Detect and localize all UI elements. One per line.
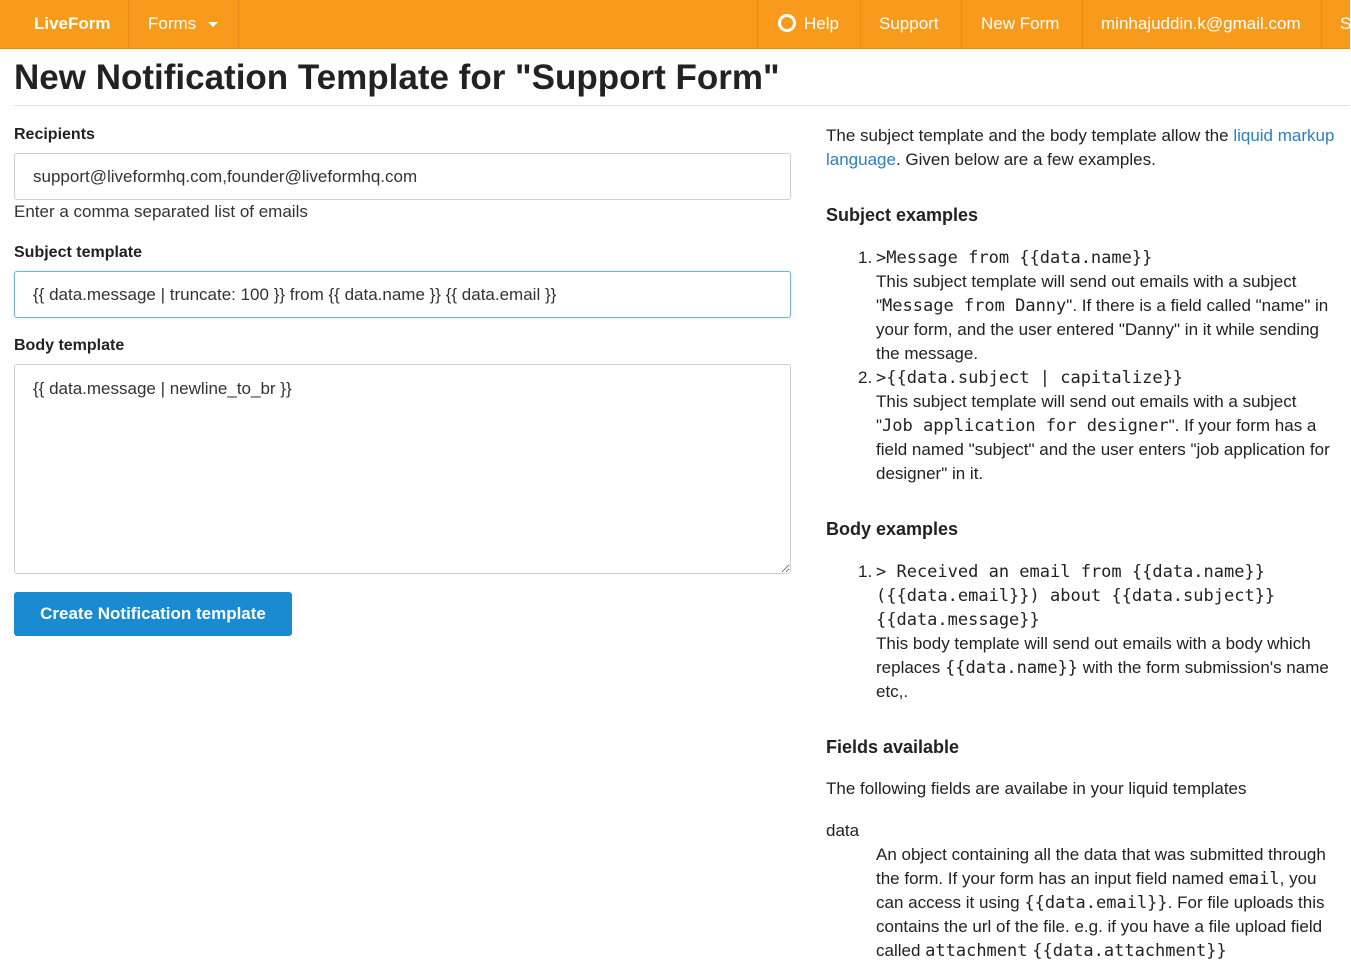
fields-intro: The following fields are availabe in your liquid templates	[826, 779, 1247, 798]
body-template-label: Body template	[14, 337, 125, 354]
help-intro	[826, 124, 1341, 172]
user-account-link[interactable]: minhajuddin.k@gmail.com	[1101, 14, 1301, 33]
subject-example-item	[858, 246, 1336, 366]
field-name-data: data	[826, 821, 860, 840]
body-examples-heading: Body examples	[826, 519, 959, 539]
help-link-label: Help	[804, 14, 839, 33]
subject-template-input[interactable]	[14, 271, 791, 318]
nav-divider	[128, 0, 129, 48]
body-example-item	[858, 560, 1336, 704]
chevron-down-icon	[208, 22, 218, 27]
brand-logo[interactable]: LiveForm	[34, 14, 111, 33]
nav-divider	[961, 0, 962, 48]
page-title: New Notification Template for "Support Form"	[14, 58, 780, 97]
help-intro-text-end: . Given below are a few examples.	[895, 150, 1156, 169]
body-template-textarea[interactable]	[14, 364, 791, 574]
body-example-code-line: ({{data.email}}) about {{data.subject}}	[876, 586, 1276, 606]
list-number: 2.	[858, 368, 873, 387]
help-intro-text: The subject template and the body template allow the	[826, 126, 1234, 145]
create-notification-template-button[interactable]: Create Notification template	[14, 592, 292, 636]
list-number: 1.	[858, 248, 873, 267]
help-link[interactable]	[778, 0, 839, 48]
body-example-description	[876, 632, 1336, 704]
description-code: {{data.name}}	[944, 658, 1079, 678]
field-description-data	[876, 843, 1336, 963]
body-example-code-line: {{data.message}}	[876, 610, 1040, 630]
description-text: ". If there is a field called "name" in your form, and the user entered "Danny" in it while sending the message.	[876, 296, 1329, 363]
liquid-markup-link[interactable]: liquid markup language	[826, 126, 1335, 169]
description-code: Message from Danny	[882, 296, 1067, 316]
recipients-input[interactable]	[14, 153, 791, 200]
fields-available-heading: Fields available	[826, 737, 960, 757]
description-text: This subject template will send out emails with a subject "	[876, 272, 1297, 315]
forms-dropdown[interactable]	[148, 0, 218, 48]
subject-example-description	[876, 270, 1336, 366]
list-number: 1.	[858, 562, 873, 581]
nav-divider	[860, 0, 861, 48]
recipients-label: Recipients	[14, 126, 95, 143]
new-form-link[interactable]: New Form	[981, 14, 1060, 33]
recipients-hint: Enter a comma separated list of emails	[14, 202, 308, 221]
description-text: with the form submission's name etc,.	[876, 658, 1329, 701]
subject-example-item	[858, 366, 1336, 486]
description-text: , you can access it using	[876, 869, 1317, 912]
support-link[interactable]: Support	[879, 14, 939, 33]
lifebuoy-icon	[778, 14, 796, 32]
description-text: This body template will send out emails with a body which replaces	[876, 634, 1311, 677]
description-text: ". If your form has a field named "subject" and the user enters "job application for designer" in it.	[876, 416, 1330, 483]
description-text: . For file uploads this contains the url of the file. e.g. if you have a file upload field called	[876, 893, 1325, 960]
nav-divider	[1321, 0, 1322, 48]
subject-examples-heading: Subject examples	[826, 205, 979, 225]
top-navbar	[0, 0, 1350, 49]
subject-example-description	[876, 390, 1336, 486]
sign-out-link[interactable]: S	[1340, 14, 1351, 33]
forms-dropdown-label: Forms	[148, 14, 197, 33]
title-divider	[14, 105, 1350, 106]
subject-example-code: >Message from {{data.name}}	[876, 248, 1153, 268]
nav-divider	[238, 0, 239, 48]
nav-divider	[1082, 0, 1083, 48]
description-code: attachment	[925, 941, 1028, 961]
subject-template-label: Subject template	[14, 244, 143, 261]
nav-divider	[757, 0, 758, 48]
description-text: This subject template will send out emails with a subject "	[876, 392, 1297, 435]
description-code: {{data.email}}	[1024, 893, 1168, 913]
description-code: email	[1228, 869, 1280, 889]
body-example-code-line: > Received an email from {{data.name}}	[876, 562, 1265, 582]
description-code: {{data.attachment}}	[1032, 941, 1227, 961]
description-code: Job application for designer	[882, 416, 1169, 436]
description-text: An object containing all the data that was submitted through the form. If your form has an input field named	[876, 845, 1326, 888]
subject-example-code: >{{data.subject | capitalize}}	[876, 368, 1184, 388]
